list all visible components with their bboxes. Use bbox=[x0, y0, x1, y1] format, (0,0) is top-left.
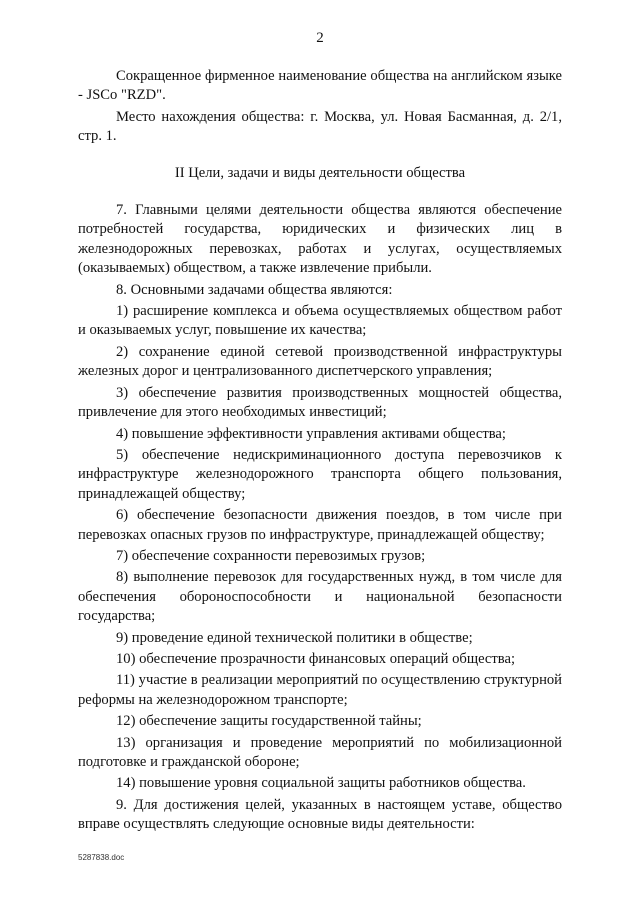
page-number: 2 bbox=[316, 30, 324, 46]
list-item-task-2: 2) сохранение единой сетевой производственной инфраструктуры железных дорог и централизованного диспетчерского управления; bbox=[78, 343, 562, 380]
list-item-task-14: 14) повышение уровня социальной защиты работников общества. bbox=[116, 775, 526, 792]
section-heading: II Цели, задачи и виды деятельности общества bbox=[174, 164, 466, 181]
paragraph-english-name: Сокращенное фирменное наименование общества на английском языке - JSCo "RZD". bbox=[78, 68, 562, 104]
list-item-task-7: 7) обеспечение сохранности перевозимых грузов; bbox=[116, 547, 426, 564]
list-item-task-3: 3) обеспечение развития производственных мощностей общества, привлечение для этого необходимых инвестиций; bbox=[78, 384, 562, 421]
list-item-task-6: 6) обеспечение безопасности движения поездов, в том числе при перевозках опасных грузов по инфраструктуре, принадлежащей обществу; bbox=[78, 507, 562, 543]
list-item-task-4: 4) повышение эффективности управления активами общества; bbox=[116, 425, 506, 442]
list-item-task-11: 11) участие в реализации мероприятий по осуществлению структурной реформы на железнодорожном транспорте; bbox=[78, 672, 562, 708]
list-item-task-1: 1) расширение комплекса и объема осуществляемых обществом работ и оказываемых услуг, повышение их качества; bbox=[78, 303, 562, 339]
list-item-task-12: 12) обеспечение защиты государственной тайны; bbox=[116, 713, 422, 730]
paragraph-item-9: 9. Для достижения целей, указанных в настоящем уставе, общество вправе осуществлять следующие основные виды деятельности: bbox=[78, 796, 562, 833]
list-item-task-8: 8) выполнение перевозок для государственных нужд, в том числе для обеспечения обороноспособности и национальной безопасности государства; bbox=[78, 569, 562, 625]
list-item-task-9: 9) проведение единой технической политики в обществе; bbox=[116, 629, 473, 646]
list-item-task-13: 13) организация и проведение мероприятий по мобилизационной подготовке и гражданской обороне; bbox=[78, 734, 562, 770]
document-body bbox=[78, 67, 562, 835]
list-item-task-10: 10) обеспечение прозрачности финансовых операций общества; bbox=[116, 650, 516, 667]
paragraph-item-7: 7. Главными целями деятельности общества являются обеспечение потребностей государства, юридических и физических лиц в железнодорожных перевозках, работах и услугах, осуществляемых (оказываемых) обществом, а также извлечение прибыли. bbox=[78, 202, 562, 277]
paragraph-item-8: 8. Основными задачами общества являются: bbox=[116, 281, 393, 298]
paragraph-location: Место нахождения общества: г. Москва, ул. Новая Басманная, д. 2/1, стр. 1. bbox=[78, 108, 562, 145]
file-name-footer: 5287838.doc bbox=[78, 853, 125, 862]
list-item-task-5: 5) обеспечение недискриминационного доступа перевозчиков к инфраструктуре железнодорожного транспорта общего пользования, принадлежащей обществу; bbox=[78, 446, 562, 502]
